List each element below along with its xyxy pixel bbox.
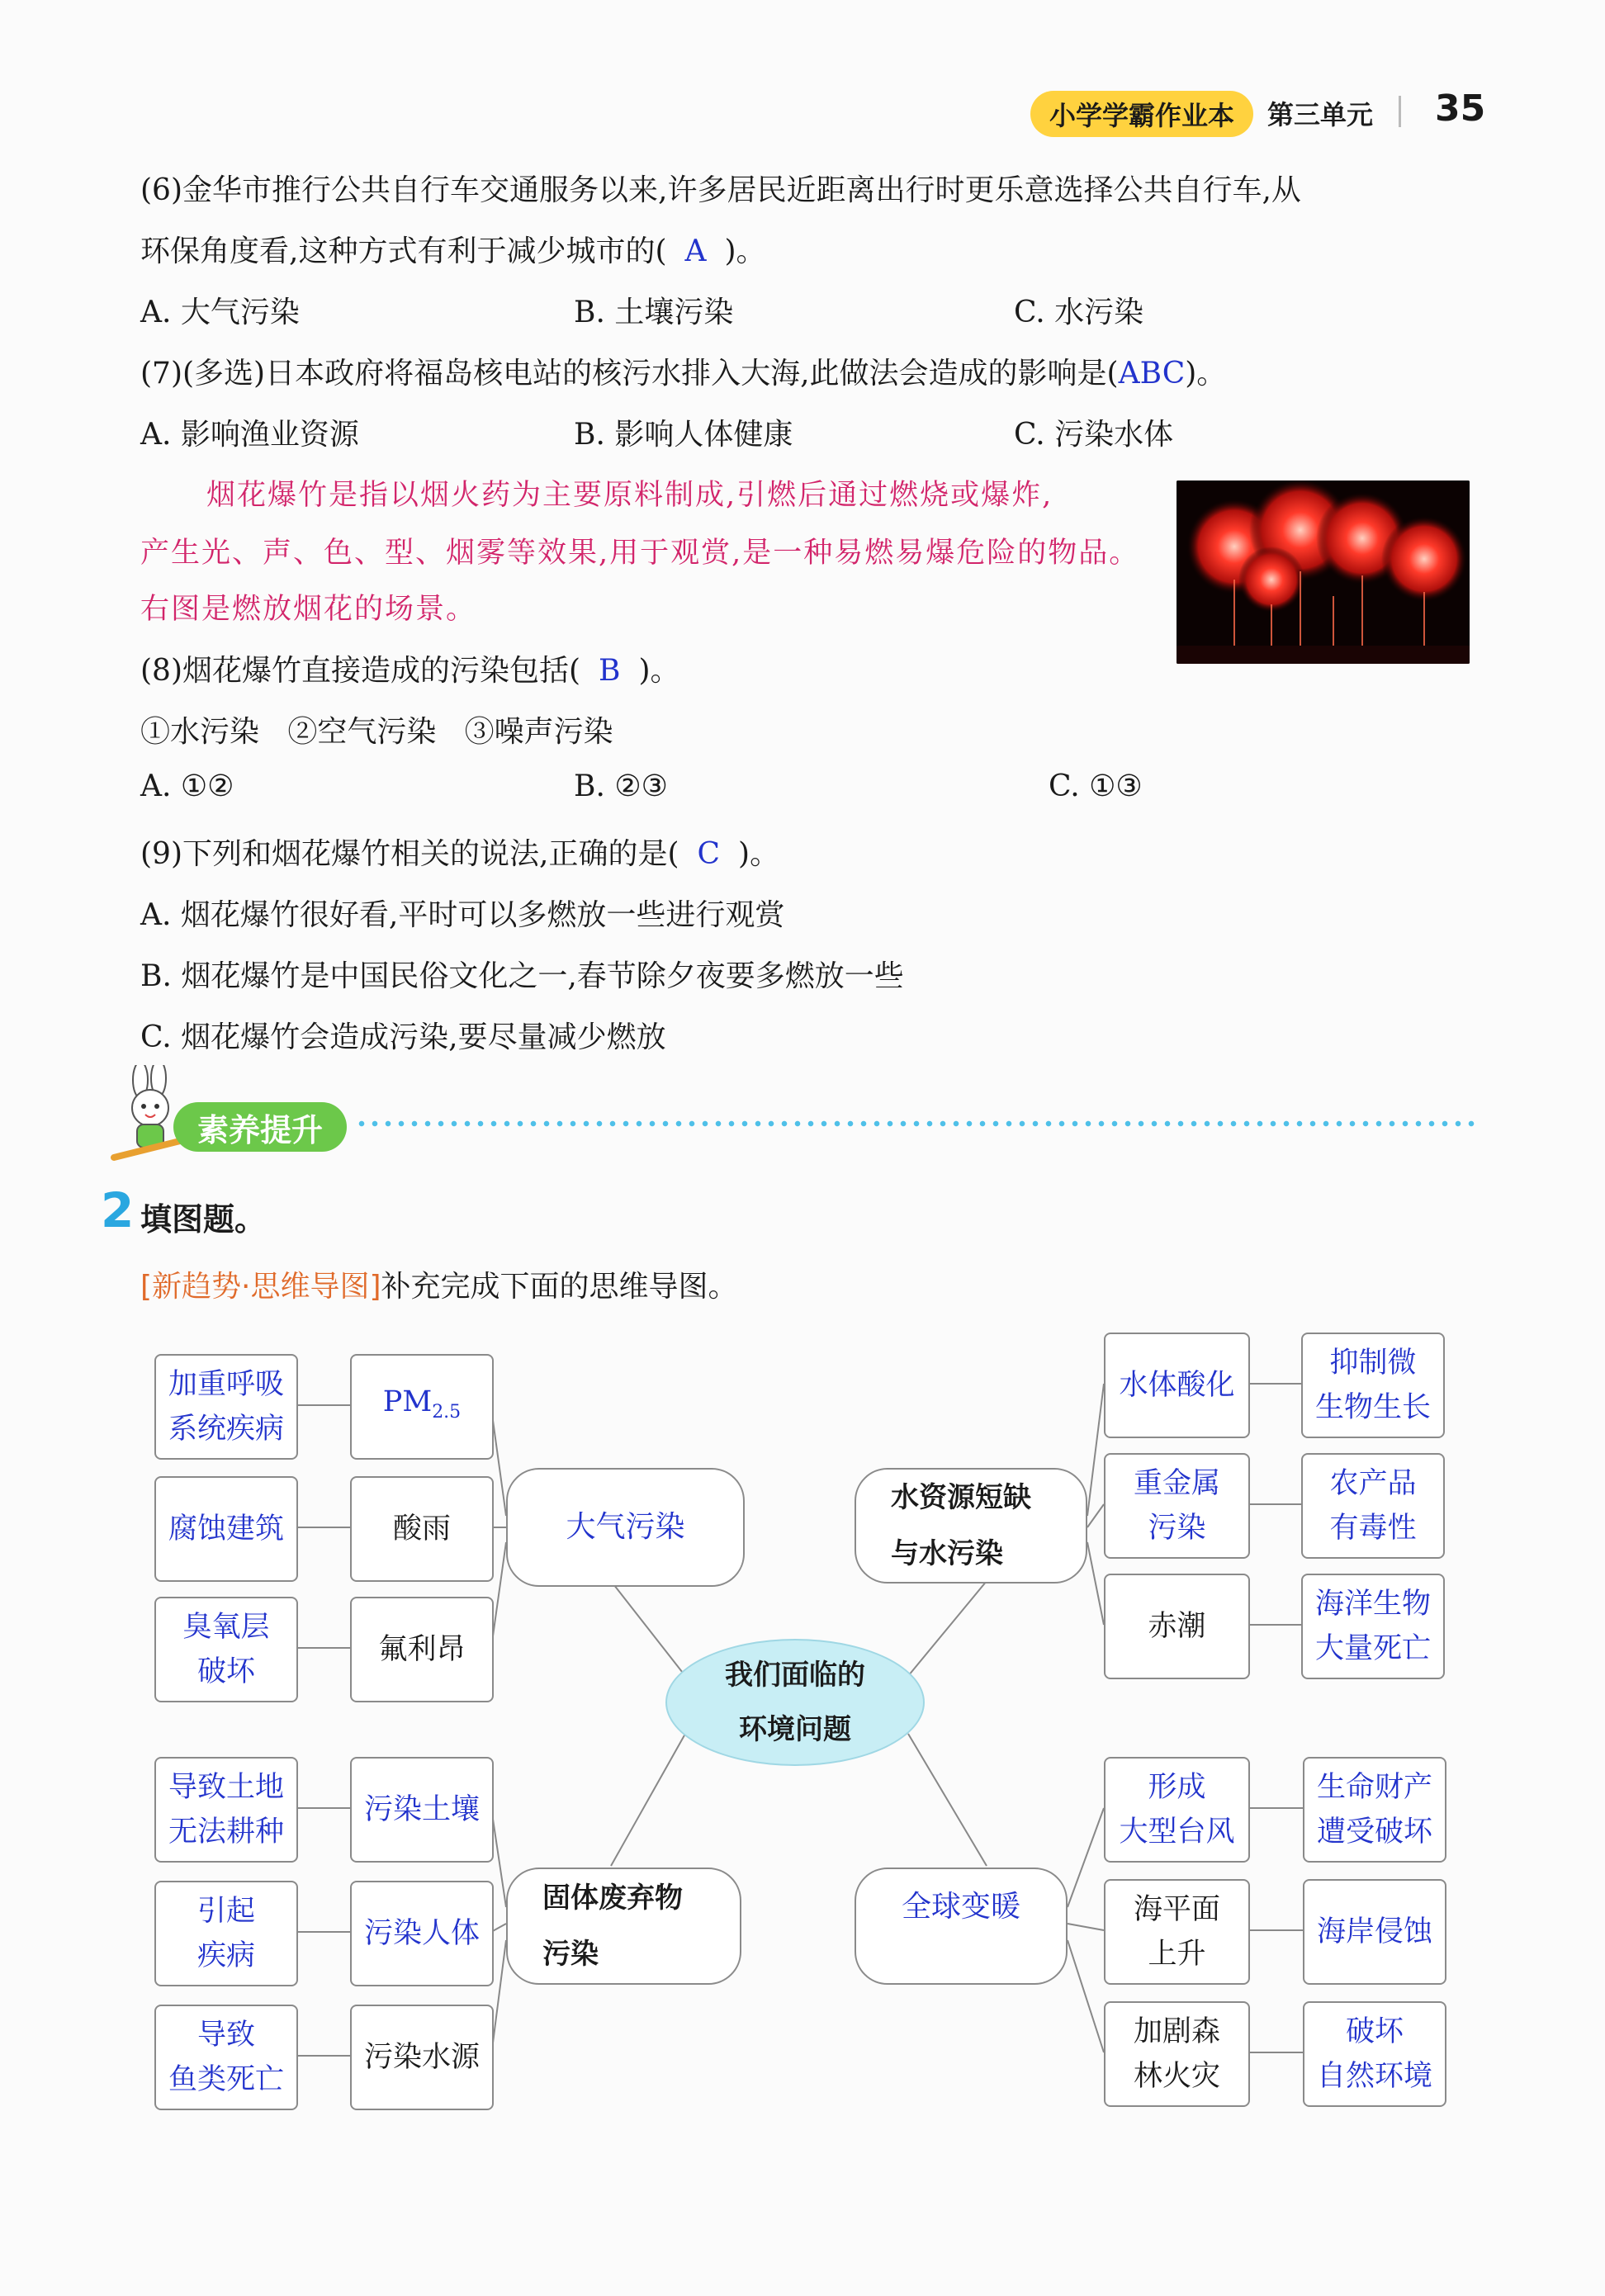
q7-option-c: C. 污染水体	[1014, 418, 1174, 452]
q2-tag: [新趋势·思维导图]	[140, 1270, 381, 1304]
book-title-badge: 小学学霸作业本	[1030, 91, 1253, 137]
q7-option-b: B. 影响人体健康	[574, 418, 793, 452]
q8-answer: B	[599, 654, 621, 688]
water-effect-2: 农产品 有毒性	[1301, 1453, 1445, 1559]
air-cause-pm25	[350, 1354, 494, 1460]
warming-cause-wildfire: 加剧森 林火灾	[1104, 2001, 1250, 2107]
q2-title: 填图题。	[140, 1201, 267, 1238]
water-cause-acidification: 水体酸化	[1104, 1333, 1250, 1438]
q6-option-b: B. 土壤污染	[574, 296, 734, 329]
q7-close: )。	[1185, 357, 1227, 391]
unit-label: 第三单元	[1267, 99, 1374, 130]
warming-cause-typhoon: 形成 大型台风	[1104, 1757, 1250, 1863]
water-cause-heavy-metal: 重金属 污染	[1104, 1453, 1250, 1559]
air-effect-1: 加重呼吸 系统疾病	[154, 1354, 298, 1460]
q8-option-c: C. ①③	[1049, 769, 1143, 803]
branch-warming: 全球变暖	[855, 1868, 1068, 1985]
warming-effect-1: 生命财产 遭受破坏	[1303, 1757, 1446, 1863]
branch-solid: 固体废弃物 污染	[506, 1868, 741, 1985]
q9-option-a: A. 烟花爆竹很好看,平时可以多燃放一些进行观赏	[140, 898, 785, 932]
air-effect-2: 腐蚀建筑	[154, 1476, 298, 1582]
q8-option-a: A. ①②	[140, 769, 234, 803]
solid-effect-1: 导致土地 无法耕种	[154, 1757, 298, 1863]
air-cause-pm25-text: $PM_{2.5}$	[382, 1385, 462, 1423]
page-number: 35	[1435, 88, 1486, 130]
q6-answer: A	[684, 234, 707, 268]
warming-effect-2: 海岸侵蚀	[1303, 1879, 1446, 1985]
air-cause-acid-rain: 酸雨	[350, 1476, 494, 1582]
solid-effect-2: 引起 疾病	[154, 1881, 298, 1986]
q7-stem: (7)(多选)日本政府将福岛核电站的核污水排入大海,此做法会造成的影响是(	[140, 357, 1119, 391]
solid-cause-soil: 污染土壤	[350, 1757, 494, 1863]
branch-water: 水资源短缺 与水污染	[855, 1468, 1087, 1584]
q9-option-c: C. 烟花爆竹会造成污染,要尽量减少燃放	[140, 1020, 666, 1054]
solid-cause-water: 污染水源	[350, 2005, 494, 2110]
warming-effect-3: 破坏 自然环境	[1303, 2001, 1446, 2107]
q6-close: )。	[724, 234, 766, 268]
water-cause-red-tide: 赤潮	[1104, 1574, 1250, 1679]
section-label: 素养提升	[173, 1102, 347, 1152]
q2-number: 2	[101, 1182, 135, 1238]
q8-option-b: B. ②③	[574, 769, 668, 803]
q2-instruction-text: 补充完成下面的思维导图。	[381, 1270, 738, 1304]
q9-close: )。	[738, 837, 780, 871]
intro-line1: 烟花爆竹是指以烟火药为主要原料制成,引燃后通过燃烧或爆炸,	[206, 479, 1053, 512]
air-effect-3: 臭氧层 破坏	[154, 1597, 298, 1702]
warming-cause-sea-level: 海平面 上升	[1104, 1879, 1250, 1985]
air-cause-freon: 氟利昂	[350, 1597, 494, 1702]
q9-answer: C	[697, 837, 721, 871]
intro-line3: 右图是燃放烟花的场景。	[140, 593, 477, 626]
q8-close: )。	[638, 654, 680, 688]
mindmap-center: 我们面临的 环境问题	[665, 1639, 925, 1766]
water-effect-1: 抑制微 生物生长	[1301, 1333, 1445, 1438]
q6-option-c: C. 水污染	[1014, 296, 1144, 329]
solid-cause-human: 污染人体	[350, 1881, 494, 1986]
q6-option-a: A. 大气污染	[140, 296, 300, 329]
q8-stem: (8)烟花爆竹直接造成的污染包括(	[140, 654, 581, 688]
water-effect-3: 海洋生物 大量死亡	[1301, 1574, 1445, 1679]
solid-effect-3: 导致 鱼类死亡	[154, 2005, 298, 2110]
intro-line2: 产生光、声、色、型、烟雾等效果,用于观赏,是一种易燃易爆危险的物品。	[140, 537, 1140, 570]
q9-option-b: B. 烟花爆竹是中国民俗文化之一,春节除夕夜要多燃放一些	[140, 959, 904, 993]
q7-answer: ABC	[1118, 357, 1186, 391]
q7-option-a: A. 影响渔业资源	[140, 418, 359, 452]
q6-line1: (6)金华市推行公共自行车交通服务以来,许多居民近距离出行时更乐意选择公共自行车,从	[140, 173, 1301, 207]
q9-stem: (9)下列和烟花爆竹相关的说法,正确的是(	[140, 837, 679, 871]
branch-air: 大气污染	[506, 1468, 745, 1587]
q8-items: ①水污染 ②空气污染 ③噪声污染	[140, 715, 613, 749]
q6-stem: 环保角度看,这种方式有利于减少城市的(	[140, 234, 667, 268]
